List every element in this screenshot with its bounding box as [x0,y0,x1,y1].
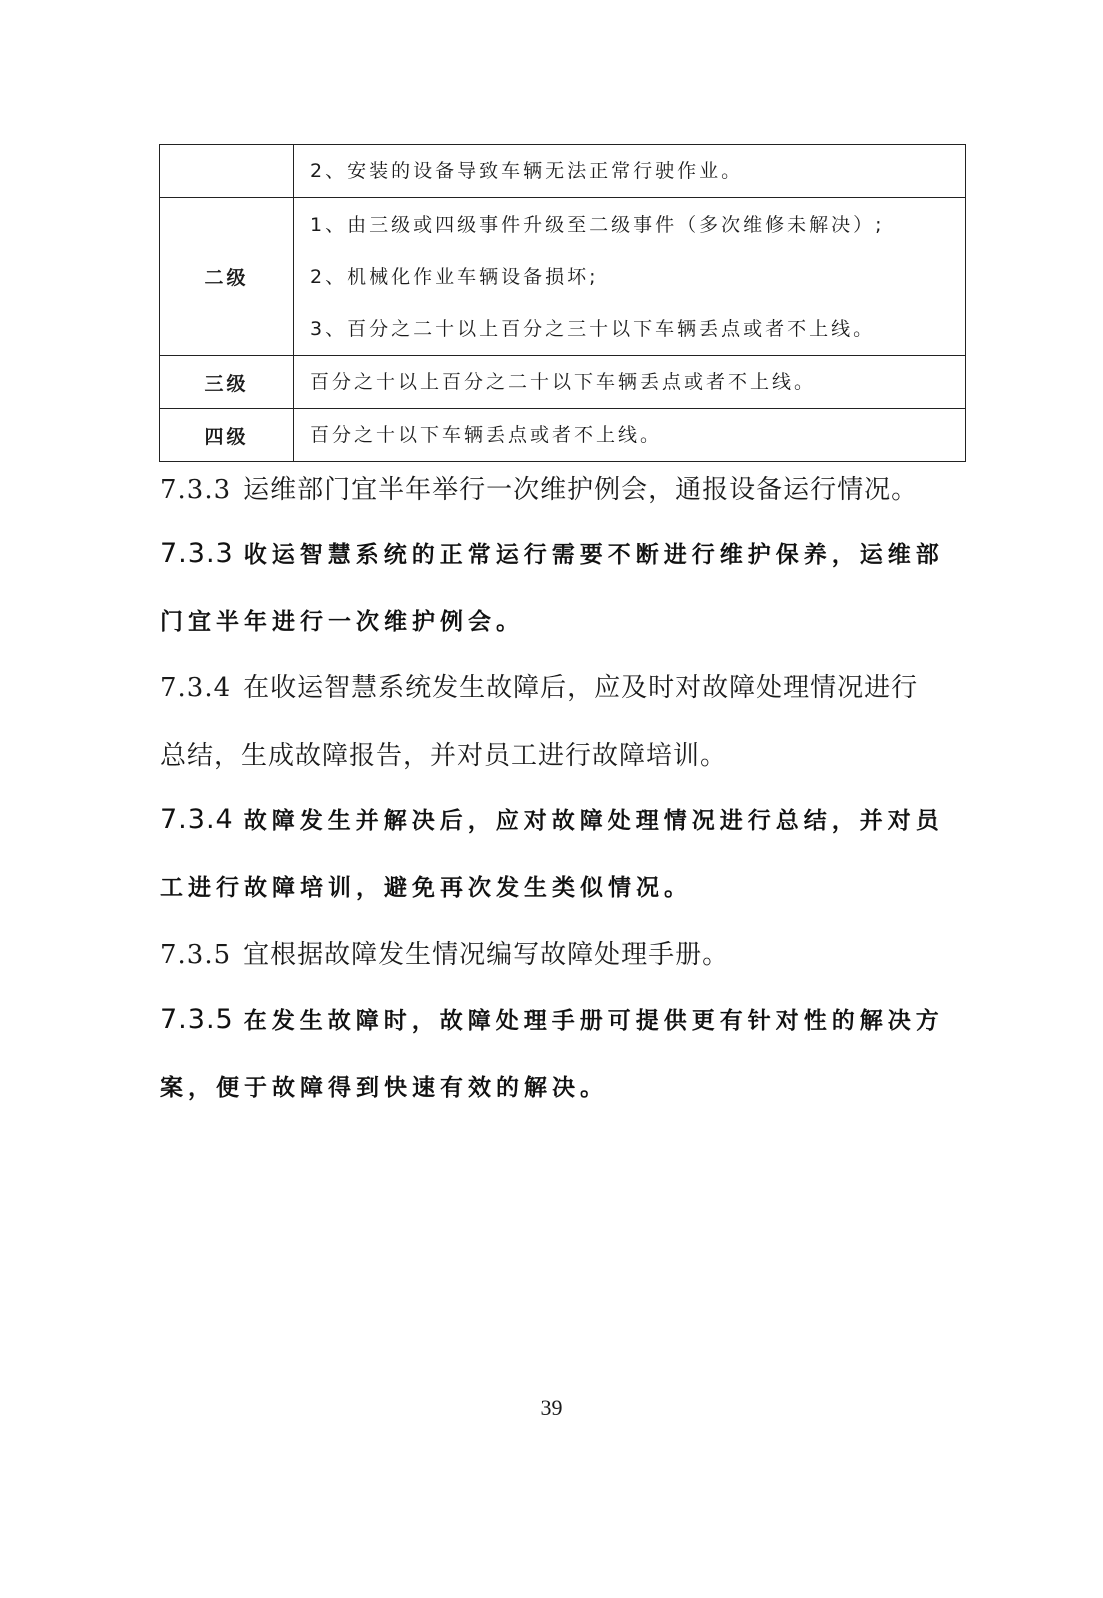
description-cell [294,409,966,462]
description-item: 3、百分之二十以上百分之三十以下车辆丢点或者不上线。 [310,317,876,340]
clause-number: 7.3.4 [160,804,234,835]
level-cell: 二级 [160,198,294,356]
table-row [160,356,966,409]
clause-text-line: 在收运智慧系统发生故障后，应及时对故障处理情况进行 [243,673,919,703]
incident-grade-table [159,144,966,462]
description-cell [294,145,966,198]
clause-text-line: 门宜半年进行一次维护例会。 [160,609,524,635]
clause-explanation-paragraph [160,1002,965,1106]
clause-text-line: 宜根据故障发生情况编写故障处理手册。 [243,940,730,970]
description-cell [294,198,966,356]
clause-paragraph [160,670,965,774]
description-item: 2、安装的设备导致车辆无法正常行驶作业。 [310,160,744,182]
table-row [160,198,966,356]
description-item: 2、机械化作业车辆设备损坏; [310,265,599,288]
clause-paragraph [160,472,965,508]
description-cell [294,356,966,409]
clause-paragraph [160,937,965,973]
clause-text-line: 在发生故障时，故障处理手册可提供更有针对性的解决方 [243,1008,944,1034]
clause-text-line: 运维部门宜半年举行一次维护例会，通报设备运行情况。 [243,475,919,505]
clause-number: 7.3.3 [160,475,232,505]
clause-number: 7.3.3 [160,538,234,569]
clause-text-line: 故障发生并解决后，应对故障处理情况进行总结，并对员 [243,808,944,834]
clause-text-line: 收运智慧系统的正常运行需要不断进行维护保养，运维部 [243,542,944,568]
level-cell: 四级 [160,409,294,462]
clause-text-line: 总结，生成故障报告，并对员工进行故障培训。 [160,741,728,771]
clause-explanation-paragraph [160,802,965,906]
clause-explanation-paragraph [160,536,965,640]
clause-number: 7.3.4 [160,673,232,703]
clause-number: 7.3.5 [160,1004,234,1035]
page-number: 39 [540,1395,563,1420]
clause-text-line: 案，便于故障得到快速有效的解决。 [160,1075,608,1101]
level-cell [160,145,294,198]
level-cell: 三级 [160,356,294,409]
clause-number: 7.3.5 [160,940,232,970]
description-item: 百分之十以下车辆丢点或者不上线。 [310,424,663,446]
clause-text-line: 工进行故障培训，避免再次发生类似情况。 [160,875,692,901]
description-item: 百分之十以上百分之二十以下车辆丢点或者不上线。 [310,371,817,393]
description-item: 1、由三级或四级事件升级至二级事件（多次维修未解决）; [310,213,885,236]
table-row [160,145,966,198]
table-row [160,409,966,462]
